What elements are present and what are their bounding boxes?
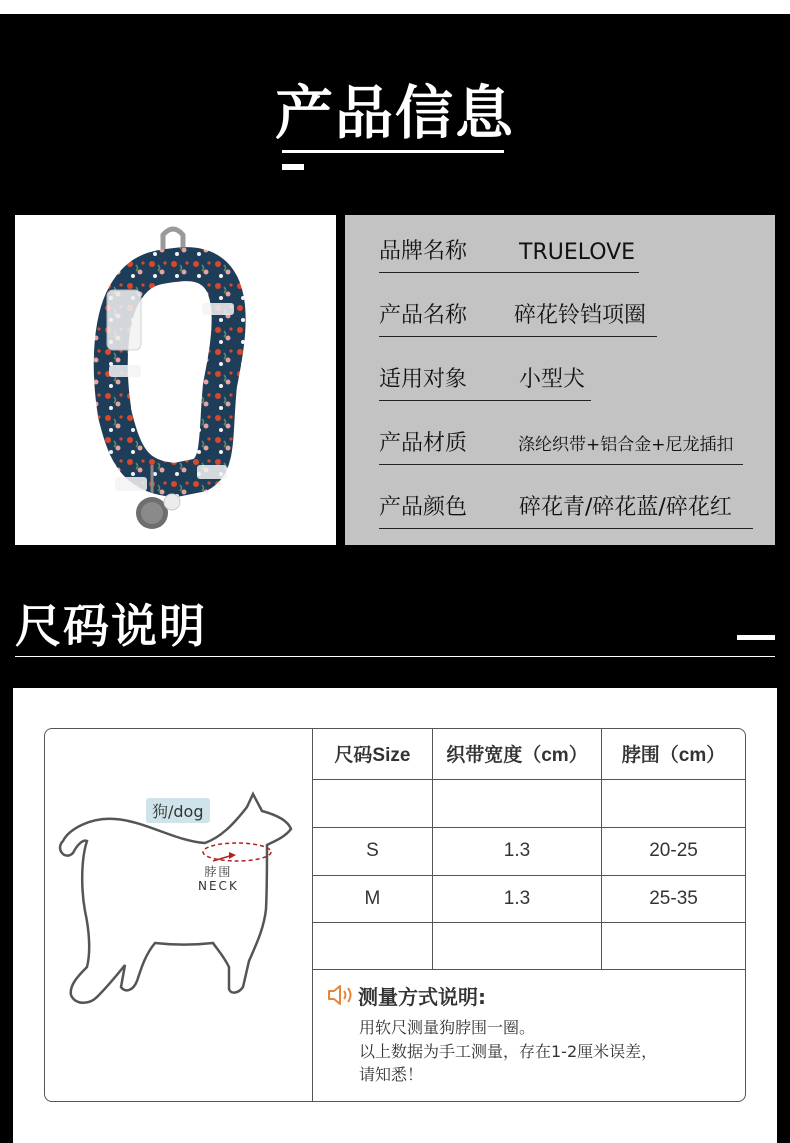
info-row-target [379, 361, 591, 401]
product-photo [15, 215, 336, 545]
note-line: 以上数据为手工测量，存在1-2厘米误差， [359, 1042, 658, 1061]
table-cell: 1.3 [432, 875, 601, 922]
info-label: 适用对象 [379, 367, 468, 392]
size-title-accent [737, 635, 775, 640]
table-row [313, 875, 745, 922]
info-label: 产品颜色 [379, 495, 468, 520]
header-width: 织带宽度（cm） [432, 729, 601, 779]
speaker-icon [327, 983, 357, 1007]
neck-label-en: NECK [198, 879, 239, 893]
neck-label-cn: 脖围 [204, 865, 233, 879]
info-row-material [379, 425, 743, 465]
note-line: 用软尺测量狗脖围一圈。 [359, 1018, 536, 1037]
product-info-title: 产品信息 [274, 79, 515, 147]
table-row [313, 827, 745, 875]
info-underline [379, 272, 639, 273]
info-label: 产品名称 [379, 303, 468, 328]
dog-tag-label: 狗/dog [146, 798, 210, 823]
info-row-brand [379, 233, 639, 273]
table-cell [432, 922, 601, 969]
info-value: TRUELOVE [519, 240, 636, 265]
info-value: 涤纶织带+铝合金+尼龙插扣 [518, 435, 734, 455]
table-cell [602, 779, 745, 827]
table-cell: 25-35 [602, 875, 745, 922]
info-row-product-name [379, 297, 657, 337]
info-underline [379, 400, 591, 401]
table-cell [602, 922, 745, 969]
neck-label [198, 865, 239, 893]
info-underline [379, 336, 657, 337]
size-table [313, 729, 745, 970]
size-section-title: 尺码说明 [15, 599, 207, 653]
size-panel [13, 688, 777, 1143]
dog-outline-icon [45, 729, 312, 1101]
title-underline [282, 150, 504, 153]
info-label: 品牌名称 [379, 239, 468, 264]
table-cell [313, 779, 432, 827]
product-info-panel [345, 215, 775, 545]
table-cell [432, 779, 601, 827]
table-row [313, 779, 745, 827]
table-cell: 1.3 [432, 827, 601, 875]
table-row [313, 922, 745, 969]
size-chart-box [44, 728, 746, 1102]
note-title: 测量方式说明: [358, 985, 486, 1009]
table-cell [313, 922, 432, 969]
measurement-note [313, 969, 745, 1101]
info-value: 小型犬 [519, 367, 586, 392]
info-row-color [379, 489, 753, 529]
table-cell: M [313, 875, 432, 922]
note-line: 请知悉！ [359, 1065, 424, 1084]
size-title-underline [15, 656, 775, 657]
header-neck: 脖围（cm） [602, 729, 745, 779]
info-value: 碎花铃铛项圈 [514, 303, 647, 328]
table-cell: 20-25 [602, 827, 745, 875]
info-label: 产品材质 [379, 431, 468, 456]
table-header-row [313, 729, 745, 779]
info-value: 碎花青/碎花蓝/碎花红 [519, 495, 732, 520]
table-cell: S [313, 827, 432, 875]
collar-image [15, 215, 336, 545]
info-underline [379, 464, 743, 465]
dog-illustration-pane [45, 729, 313, 1101]
title-accent-block [282, 164, 304, 170]
info-underline [379, 528, 753, 529]
header-size: 尺码Size [313, 729, 432, 779]
